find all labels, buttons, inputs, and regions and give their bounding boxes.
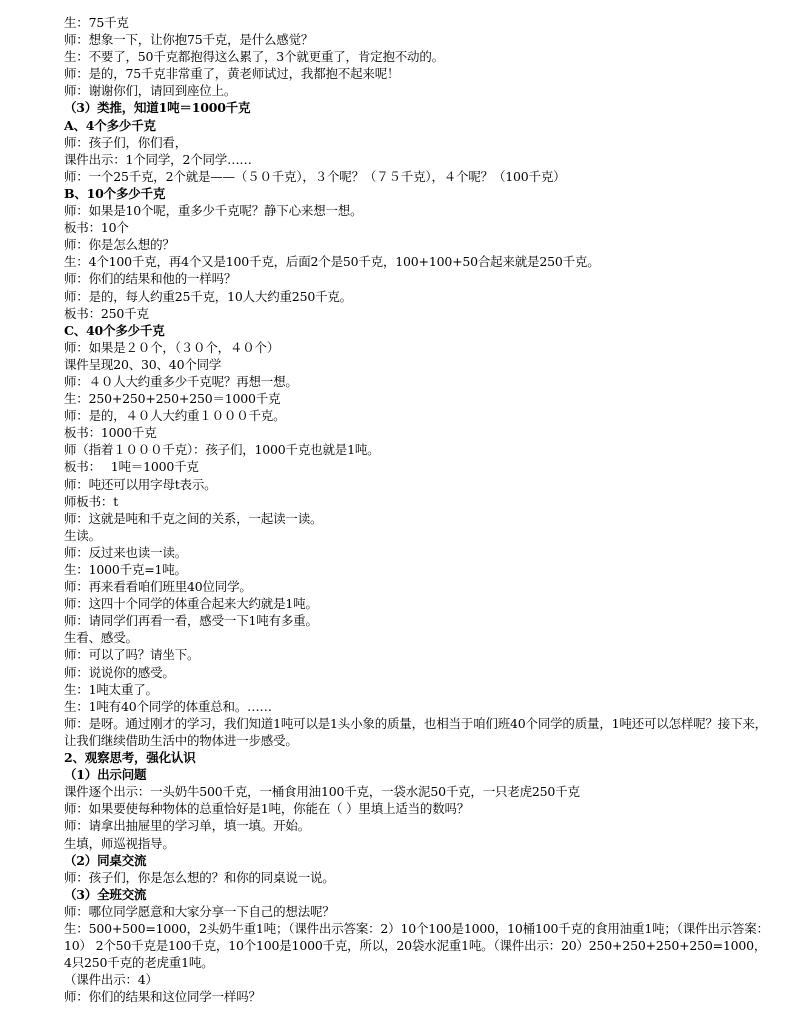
text-line: 师：是呀。通过刚才的学习，我们知道1吨可以是1头小象的质量，也相当于咱们班40个同学的质量，1吨还可以怎样呢？接下来，让我们继续借助生活中的物体进一步感受。 [64,715,767,748]
text-line: 师（指着１０００千克）：孩子们，1000千克也就是1吨。 [64,442,380,458]
text-line: 师：这四十个同学的体重合起来大约就是1吨。 [64,596,318,612]
text-line: 师：４０人大约重多少千克呢？再想一想。 [64,373,298,389]
text-line: 板书：10个 [64,220,129,236]
text-line: 生：不要了，50千克都抱得这么累了，3个就更重了，肯定抱不动的。 [64,49,444,65]
text-line: 板书：1000千克 [64,425,157,441]
text-line: （课件出示：4） [64,972,158,988]
text-line: 师：如果是10个呢，重多少千克呢？静下心来想一想。 [64,203,363,219]
text-line: 师：反过来也读一读。 [64,544,188,560]
text-line: 师：是的，75千克非常重了，黄老师试过，我都抱不起来呢！ [64,66,400,82]
text-line: 生：1000千克=1吨。 [64,562,187,577]
section-heading: A、4个多少千克 [64,117,156,133]
text-line: 课件逐个出示：一头奶牛500千克，一桶食用油100千克，一袋水泥50千克，一只老虎250千克 [64,784,580,800]
text-line: 师：谢谢你们，请回到座位上。 [64,83,237,99]
text-line: 课件呈现20、30、40个同学 [64,356,222,372]
text-line: 生：75千克 [64,15,129,30]
section-heading: B、10个多少千克 [64,185,166,201]
text-line: 师：说说你的感受。 [64,664,175,680]
text-line: 板书： 1吨＝1000千克 [64,459,199,475]
text-line: 师：可以了吗？请坐下。 [64,647,200,663]
text-line: 生读。 [64,527,101,543]
text-line: 生：250+250+250+250＝1000千克 [64,391,281,407]
text-line: 师：想象一下，让你抱75千克，是什么感觉？ [64,32,314,48]
section-heading: C、40个多少千克 [64,322,165,338]
text-line: 师：是的，４０人大约重１０００千克。 [64,408,286,424]
text-line: 课件出示：1个同学，2个同学…… [64,151,252,167]
text-line: 生填，师巡视指导。 [64,835,175,851]
text-line: 师：是的，每人约重25千克，10人大约重250千克。 [64,288,352,304]
section-heading: （2）同桌交流 [64,852,147,868]
text-line: 师：这就是吨和千克之间的关系，一起读一读。 [64,510,323,526]
text-line: 师：你们的结果和这位同学一样吗？ [64,989,261,1005]
text-line: 师：孩子们，你是怎么想的？和你的同桌说一说。 [64,869,335,885]
section-heading: （3）全班交流 [64,886,147,902]
text-line: 生：1吨有40个同学的体重总和。…… [64,698,272,714]
text-line: 师：请同学们再看一看，感受一下1吨有多重。 [64,613,318,629]
text-line: 师：如果是２０个，（３０个，４０个） [64,339,280,355]
text-line: 师：请拿出抽屉里的学习单，填一填。开始。 [64,818,311,834]
section-heading: 2、观察思考，强化认识 [64,750,196,766]
section-heading: （3）类推，知道1吨＝1000千克 [64,100,251,116]
text-line: 生看、感受。 [64,630,138,646]
text-line: 生：4个100千克，再4个又是100千克，后面2个是50千克，100+100+50合起来就是250千克。 [64,254,600,270]
text-line: 师：你们的结果和他的一样吗？ [64,271,237,287]
section-heading: （1）出示问题 [64,767,147,783]
text-line: 师板书：t [64,493,119,509]
text-line: 师：你是怎么想的？ [64,237,175,253]
text-line: 生：500+500=1000，2头奶牛重1吨；（课件出示答案：2）10个100是1000，10桶100千克的食用油重1吨；（课件出示答案：10） 2个50千克是100千克，10个100是1000千克，所以，20袋水泥重1吨。（课件出示：20）250+250+250+250=1000，4只250千克的老虎重1吨。 [64,920,769,971]
text-line: 师：一个25千克，2个就是——（５０千克），３个呢？（７５千克），４个呢？（100千克） [64,168,566,184]
text-line: 师：孩子们，你们看， [64,134,188,150]
text-line: 师：再来看看咱们班里40位同学。 [64,579,252,595]
text-line: 生：1吨太重了。 [64,681,158,697]
text-line: 板书：250千克 [64,305,149,321]
text-line: 师：吨还可以用字母t表示。 [64,476,217,492]
text-line: 师：如果要使每种物体的总重恰好是1吨，你能在（ ）里填上适当的数吗？ [64,801,470,817]
text-line: 师：哪位同学愿意和大家分享一下自己的想法呢？ [64,903,335,919]
